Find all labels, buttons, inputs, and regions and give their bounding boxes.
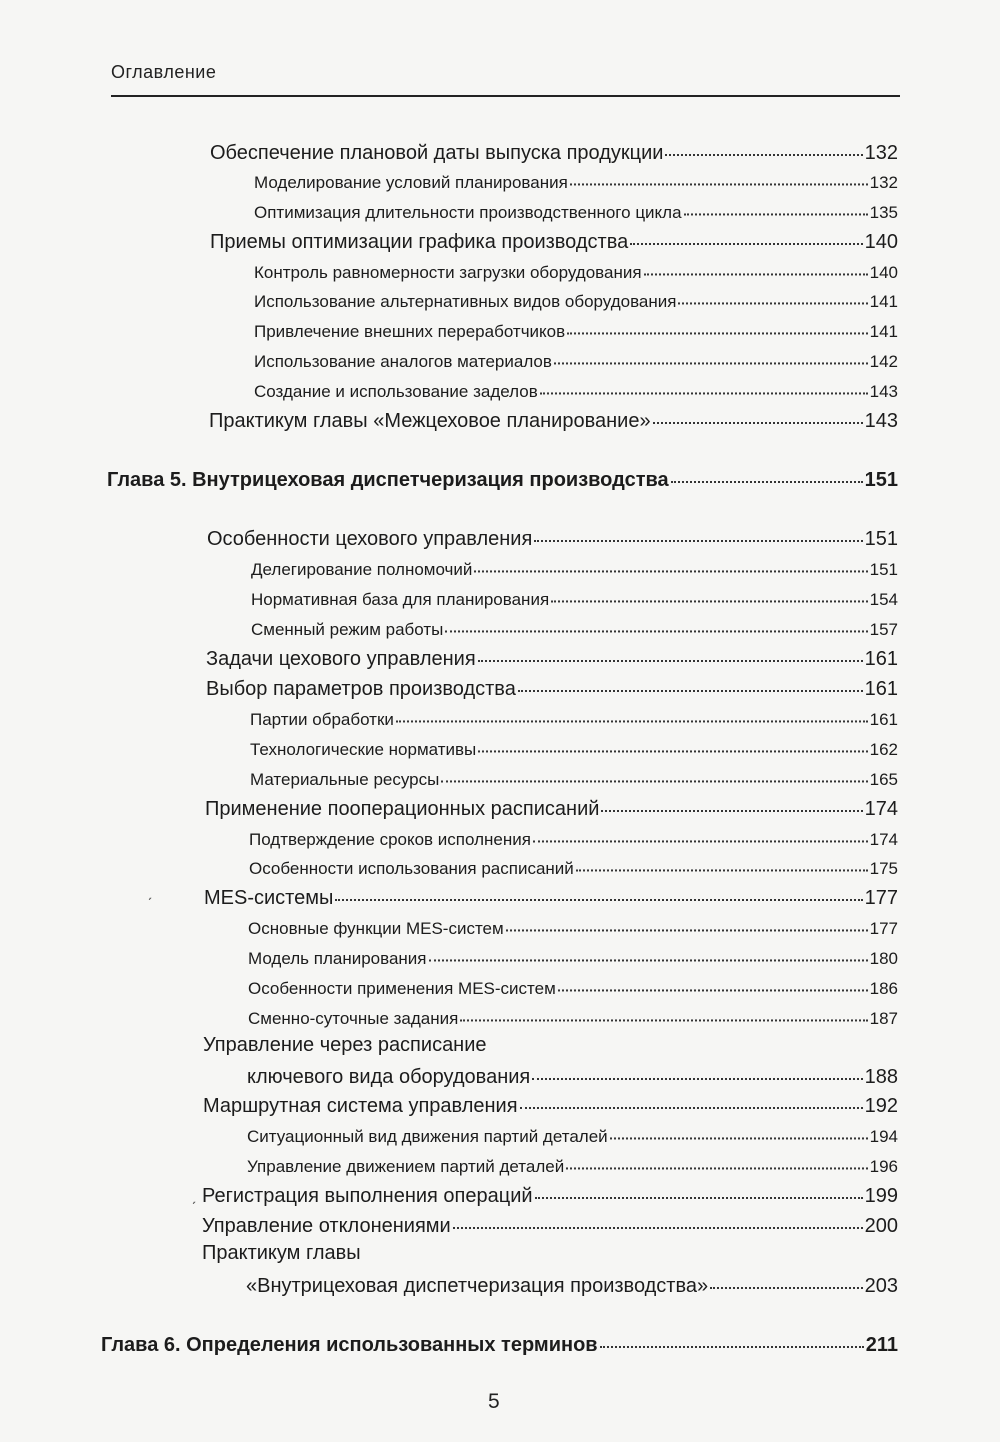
toc-subentry[interactable] <box>247 1126 898 1147</box>
toc-subentry[interactable] <box>248 948 898 969</box>
toc-leader <box>534 524 862 542</box>
toc-entry[interactable] <box>210 141 898 165</box>
toc-subentry[interactable] <box>251 619 898 640</box>
toc-entry-page: 135 <box>869 202 898 222</box>
toc-leader <box>653 406 863 424</box>
toc-leader <box>533 826 868 842</box>
toc-leader <box>600 1330 864 1348</box>
toc-leader <box>429 945 868 961</box>
toc-entry-page: 174 <box>869 829 898 849</box>
toc-entry-page: 140 <box>864 231 898 253</box>
toc-entry-page: 192 <box>864 1095 898 1117</box>
toc-entry[interactable] <box>247 1065 898 1089</box>
toc-entry-page: 194 <box>869 1126 898 1146</box>
toc-subentry[interactable] <box>249 858 898 879</box>
toc-entry[interactable] <box>209 409 898 433</box>
toc-entry-title: Особенности цехового управления <box>207 528 533 550</box>
toc-entry-page: 161 <box>864 678 898 700</box>
toc-entry-page: 132 <box>864 142 898 164</box>
toc-entry-title: Маршрутная система управления <box>203 1095 518 1117</box>
toc-chapter[interactable] <box>101 1333 898 1357</box>
toc-entry-title: Применение пооперационных расписаний <box>205 798 600 820</box>
toc-subentry[interactable] <box>254 351 898 372</box>
toc-entry-title: Особенности применения MES-систем <box>248 978 556 998</box>
toc-leader <box>665 138 862 156</box>
toc-entry-title: Практикум главы «Межцеховое планирование» <box>209 410 651 432</box>
toc-entry-title: Модель планирования <box>248 948 427 968</box>
pen-mark: ˏ <box>191 1188 197 1205</box>
toc-entry-page: 161 <box>869 709 898 729</box>
toc-entry-title: Глава 6. Определения использованных терминов <box>101 1334 598 1356</box>
toc-entry-page: 157 <box>869 619 898 639</box>
toc-entry-page: 162 <box>869 739 898 759</box>
toc-leader <box>644 259 868 275</box>
toc-entry-page: 151 <box>864 469 898 491</box>
toc-leader <box>710 1271 863 1289</box>
toc-subentry[interactable] <box>248 1008 898 1029</box>
toc-leader <box>540 378 868 394</box>
header-rule <box>111 95 900 97</box>
toc-subentry[interactable] <box>250 769 898 790</box>
toc-leader <box>610 1123 868 1139</box>
toc-entry-title: ключевого вида оборудования <box>247 1066 531 1088</box>
toc-leader <box>671 465 863 483</box>
toc-entry-page: 141 <box>869 321 898 341</box>
toc-entry-title: Делегирование полномочий <box>251 559 473 579</box>
toc-entry-title: Обеспечение плановой даты выпуска продукции <box>210 142 664 164</box>
toc-leader <box>684 199 868 215</box>
toc-entry-page: 200 <box>864 1215 898 1237</box>
toc-entry-title: Сменный режим работы <box>251 619 444 639</box>
toc-entry-title: Сменно-суточные задания <box>248 1008 459 1028</box>
toc-entry-title: Особенности использования расписаний <box>249 858 574 878</box>
toc-entry-page: 142 <box>869 351 898 371</box>
toc-entry-title: Приемы оптимизации графика производства <box>210 231 629 253</box>
toc-entry-title: Использование аналогов материалов <box>254 351 552 371</box>
toc-leader <box>445 616 867 632</box>
toc-entry-page: 175 <box>869 858 898 878</box>
toc-leader <box>478 644 863 662</box>
toc-entry-page: 140 <box>869 262 898 282</box>
toc-leader <box>535 1181 863 1199</box>
toc-entry-title: Выбор параметров производства <box>206 678 516 700</box>
toc-entry-page: 151 <box>864 528 898 550</box>
toc-entry[interactable] <box>206 677 898 701</box>
toc-subentry[interactable] <box>254 321 898 342</box>
toc-entry-title: Технологические нормативы <box>250 739 477 759</box>
toc-leader <box>453 1211 863 1229</box>
toc-entry-page: 132 <box>869 172 898 192</box>
toc-entry-page: 177 <box>864 887 898 909</box>
toc-leader <box>520 1091 863 1109</box>
toc-leader <box>554 348 868 364</box>
toc-entry-title: Создание и использование заделов <box>254 381 538 401</box>
toc-leader <box>518 674 863 692</box>
toc-entry[interactable] <box>206 647 898 671</box>
toc-entry-page: 161 <box>864 648 898 670</box>
toc-entry[interactable] <box>202 1184 898 1208</box>
toc-entry-page: 199 <box>864 1185 898 1207</box>
toc-leader <box>335 883 862 901</box>
toc-entry-title: Контроль равномерности загрузки оборудования <box>254 262 642 282</box>
toc-entry-page: 143 <box>864 410 898 432</box>
running-header: Оглавление <box>111 62 217 82</box>
toc-subentry[interactable] <box>254 172 898 193</box>
toc-subentry[interactable] <box>248 978 898 999</box>
toc-subentry[interactable] <box>250 739 898 760</box>
toc-leader <box>630 227 862 245</box>
toc-leader <box>570 169 868 185</box>
toc-subentry[interactable] <box>254 202 898 223</box>
toc-entry-title: Подтверждение сроков исполнения <box>249 829 531 849</box>
toc-leader <box>576 855 868 871</box>
toc-entry-page: 154 <box>869 589 898 609</box>
toc-entry[interactable] <box>207 527 898 551</box>
toc-leader <box>678 288 867 304</box>
toc-entry-page: 203 <box>864 1275 898 1297</box>
toc-entry-page: 174 <box>864 798 898 820</box>
toc-entry[interactable] <box>203 1094 898 1118</box>
toc-entry-title: Ситуационный вид движения партий деталей <box>247 1126 608 1146</box>
toc-entry-title: MES-системы <box>204 887 334 909</box>
toc-entry[interactable] <box>204 886 898 910</box>
toc-entry-page: 151 <box>869 559 898 579</box>
toc-entry-title: Материальные ресурсы <box>250 769 440 789</box>
toc-entry-title-line1[interactable]: Управление через расписание <box>203 1034 487 1056</box>
toc-subentry[interactable] <box>251 559 898 580</box>
toc-entry-page: 141 <box>869 291 898 311</box>
toc-entry-title-line1[interactable]: Практикум главы <box>202 1242 361 1264</box>
toc-entry-title: Привлечение внешних переработчиков <box>254 321 566 341</box>
toc-entry-title: Управление отклонениями <box>202 1215 451 1237</box>
toc-leader <box>460 1005 867 1021</box>
toc-subentry[interactable] <box>254 381 898 402</box>
toc-leader <box>566 1153 867 1169</box>
toc-leader <box>551 586 867 602</box>
toc-entry-title: Нормативная база для планирования <box>251 589 550 609</box>
toc-entry-title: Управление движением партий деталей <box>247 1156 565 1176</box>
toc-entry-title: «Внутрицеховая диспетчеризация производства» <box>246 1275 709 1297</box>
toc-entry[interactable] <box>202 1214 898 1238</box>
toc-entry-page: 180 <box>869 948 898 968</box>
toc-leader <box>567 318 867 334</box>
toc-entry-title: Глава 5. Внутрицеховая диспетчеризация производства <box>107 469 669 491</box>
page-number: 5 <box>488 1390 500 1413</box>
toc-entry-title: Использование альтернативных видов оборудования <box>254 291 677 311</box>
toc-entry-page: 186 <box>869 978 898 998</box>
toc-entry-page: 187 <box>869 1008 898 1028</box>
toc-leader <box>478 736 867 752</box>
toc-subentry[interactable] <box>254 291 898 312</box>
toc-leader <box>474 556 867 572</box>
toc-entry-page: 188 <box>864 1066 898 1088</box>
toc-entry-page: 211 <box>865 1334 898 1356</box>
toc-subentry[interactable] <box>251 589 898 610</box>
toc-leader <box>396 706 868 722</box>
toc-subentry[interactable] <box>254 262 898 283</box>
toc-entry-page: 143 <box>869 381 898 401</box>
toc-entry-title: Основные функции MES-систем <box>248 918 504 938</box>
toc-entry[interactable] <box>210 230 898 254</box>
toc-subentry[interactable] <box>248 918 898 939</box>
toc-entry-title: Партии обработки <box>250 709 394 729</box>
toc-leader <box>601 794 862 812</box>
toc-chapter[interactable] <box>107 468 898 492</box>
toc-leader <box>506 915 868 931</box>
toc-entry-title: Регистрация выполнения операций <box>202 1185 533 1207</box>
toc-entry-title: Оптимизация длительности производственного цикла <box>254 202 682 222</box>
toc-entry-page: 165 <box>869 769 898 789</box>
toc-leader <box>441 766 867 782</box>
toc-entry-title: Моделирование условий планирования <box>254 172 568 192</box>
toc-entry-page: 196 <box>869 1156 898 1176</box>
toc-entry[interactable] <box>246 1274 898 1298</box>
toc-leader <box>532 1062 862 1080</box>
toc-subentry[interactable] <box>249 829 898 850</box>
toc-subentry[interactable] <box>247 1156 898 1177</box>
toc-subentry[interactable] <box>250 709 898 730</box>
toc-entry[interactable] <box>205 797 898 821</box>
toc-entry-page: 177 <box>869 918 898 938</box>
pen-mark: ˏ <box>147 884 153 901</box>
toc-entry-title: Задачи цехового управления <box>206 648 476 670</box>
toc-leader <box>558 975 868 991</box>
